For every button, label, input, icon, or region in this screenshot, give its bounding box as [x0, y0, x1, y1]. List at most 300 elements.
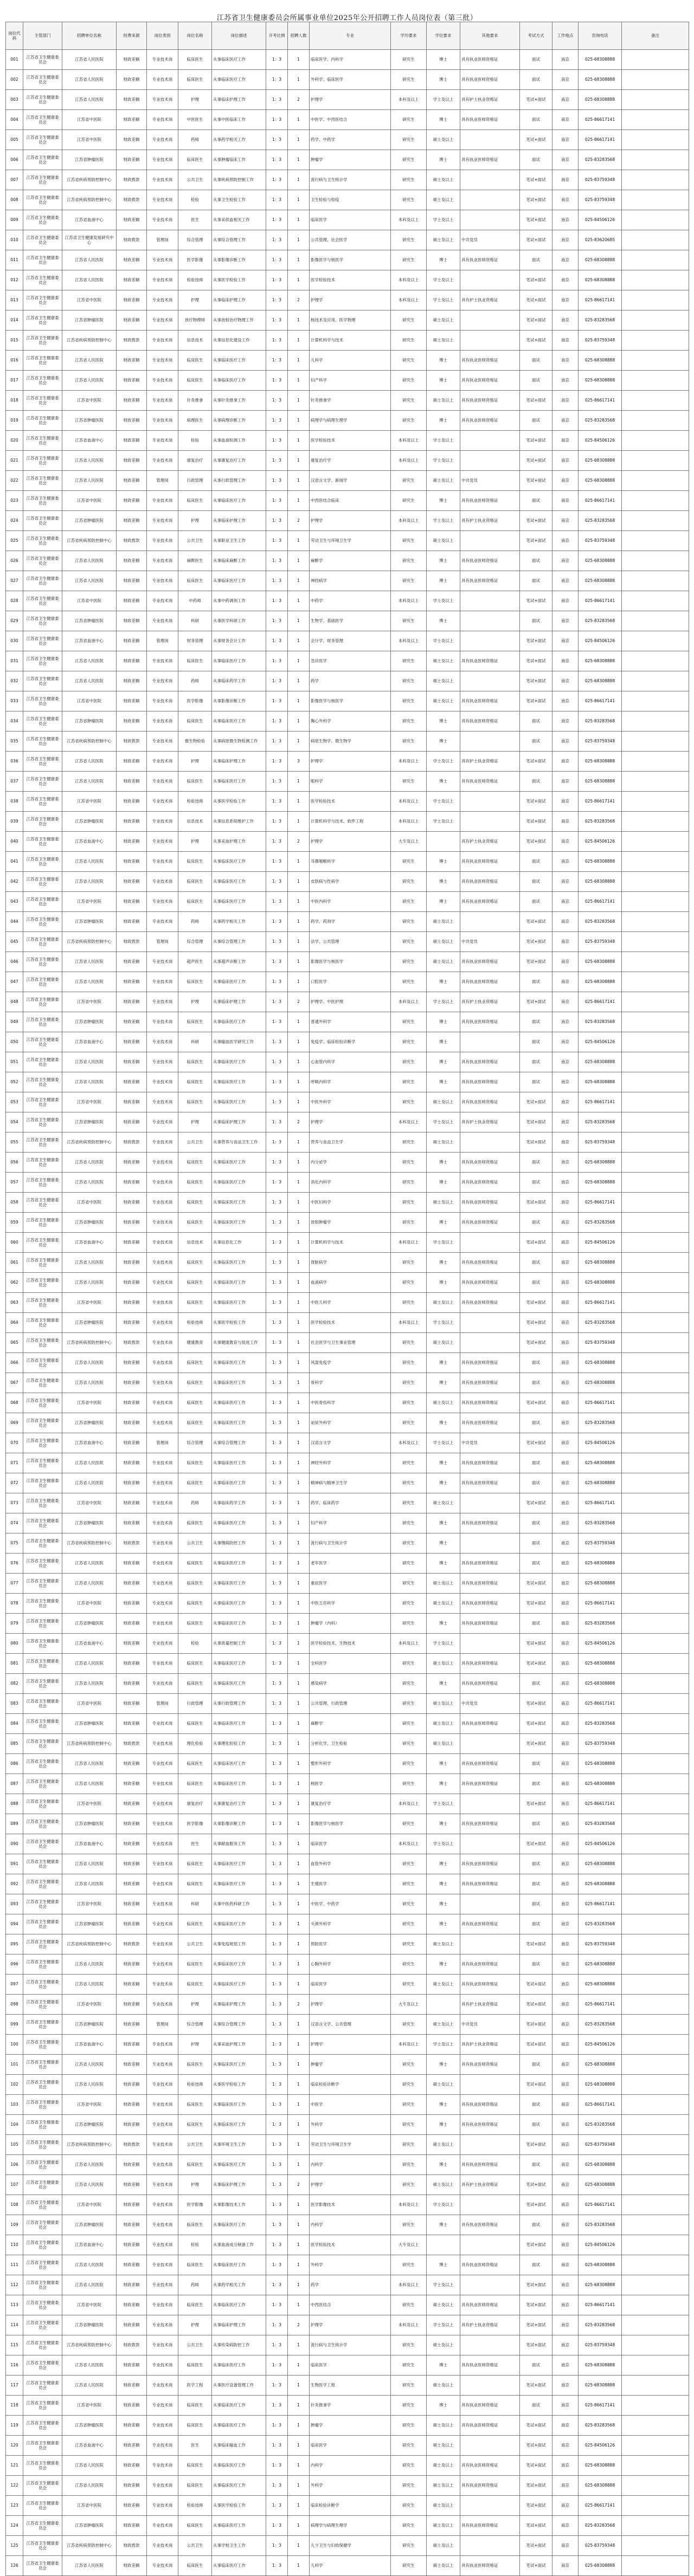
- table-cell: [622, 1132, 689, 1153]
- table-cell: [622, 150, 689, 170]
- table-cell: 江苏省卫生健康委员会: [23, 952, 62, 972]
- table-row: [6, 1814, 689, 1834]
- table-cell: 具有执业医师资格证: [460, 1574, 520, 1594]
- table-row: [6, 2175, 689, 2195]
- table-cell: 从事中医临床工作: [212, 110, 266, 130]
- table-cell: 2: [288, 832, 310, 852]
- table-cell: 财政拨款: [117, 331, 147, 351]
- table-cell: 南京: [552, 2175, 579, 2195]
- table-cell: 江苏省卫生健康委员会: [23, 892, 62, 912]
- table-cell: 医生: [178, 1834, 212, 1854]
- table-cell: 面试: [520, 1353, 552, 1373]
- table-cell: 南京: [552, 1533, 579, 1554]
- table-row: [6, 1373, 689, 1393]
- table-cell: 研究生: [391, 872, 427, 892]
- header-cell: 岗位代码: [6, 22, 23, 50]
- table-cell: 博士: [427, 852, 460, 872]
- table-cell: 1: [288, 1614, 310, 1634]
- table-cell: 1：3: [266, 1654, 288, 1674]
- table-cell: 江苏省卫生健康委员会: [23, 1694, 62, 1714]
- table-cell: 南京: [552, 2235, 579, 2255]
- table-cell: 面试: [520, 1674, 552, 1694]
- table-cell: [622, 1253, 689, 1273]
- table-cell: 神经病学: [310, 571, 391, 591]
- table-cell: 江苏省卫生健康委员会: [23, 1373, 62, 1393]
- table-cell: 南京: [552, 2335, 579, 2355]
- table-cell: 财政拨款: [117, 1734, 147, 1754]
- table-cell: 具有执业医师资格证: [460, 250, 520, 270]
- table-cell: 博士: [427, 50, 460, 70]
- table-cell: 本科及以上: [391, 1834, 427, 1854]
- table-cell: 中医妇科学: [310, 1193, 391, 1213]
- table-cell: 财政差额: [117, 2095, 147, 2115]
- table-cell: 公共卫生: [178, 2135, 212, 2155]
- table-cell: 从事血液成分制备工作: [212, 2235, 266, 2255]
- table-cell: 1：3: [266, 531, 288, 551]
- table-cell: 025-68308888: [579, 872, 622, 892]
- table-cell: 江苏省卫生健康委员会: [23, 90, 62, 110]
- table-cell: 江苏省卫生健康委员会: [23, 1213, 62, 1233]
- table-cell: 025-83283568: [579, 912, 622, 932]
- table-cell: 笔试+面试: [520, 1493, 552, 1513]
- table-cell: 1：3: [266, 892, 288, 912]
- table-cell: [460, 812, 520, 832]
- table-cell: 从事临床医疗工作: [212, 1193, 266, 1213]
- table-cell: 江苏省人民医院: [62, 2355, 117, 2376]
- table-cell: 南京: [552, 691, 579, 711]
- table-row: [6, 812, 689, 832]
- table-cell: 具有护士执业资格证: [460, 90, 520, 110]
- table-cell: 临床医学: [310, 1834, 391, 1854]
- table-cell: 020: [6, 431, 23, 451]
- header-cell: 咨询电话: [579, 22, 622, 50]
- table-row: [6, 110, 689, 130]
- table-cell: 专业技术岗: [147, 1914, 178, 1934]
- table-cell: 医学工程: [178, 2376, 212, 2396]
- table-cell: [622, 1874, 689, 1894]
- table-cell: 江苏省中医院: [62, 2295, 117, 2315]
- table-cell: 南京: [552, 310, 579, 331]
- table-cell: 1: [288, 1634, 310, 1654]
- table-row: [6, 531, 689, 551]
- table-cell: 江苏省疾病预防控制中心: [62, 1734, 117, 1754]
- table-cell: 南京: [552, 2376, 579, 2396]
- table-cell: 036: [6, 752, 23, 772]
- table-cell: 南京: [552, 90, 579, 110]
- table-cell: 江苏省肿瘤医院: [62, 1413, 117, 1433]
- table-cell: 财政差额: [117, 1313, 147, 1333]
- table-cell: 1：3: [266, 2536, 288, 2556]
- table-cell: 财政差额: [117, 952, 147, 972]
- table-cell: 2: [288, 290, 310, 310]
- table-cell: 江苏省卫生健康委员会: [23, 2035, 62, 2055]
- table-cell: 财政差额: [117, 411, 147, 431]
- table-cell: 江苏省人民医院: [62, 1153, 117, 1173]
- table-cell: 江苏省血液中心: [62, 2436, 117, 2456]
- table-cell: 南京: [552, 1834, 579, 1854]
- table-cell: 面试: [520, 491, 552, 511]
- table-cell: 南京: [552, 411, 579, 431]
- table-cell: 025-68308888: [579, 451, 622, 471]
- table-cell: 面试: [520, 1213, 552, 1233]
- table-cell: 江苏省肿瘤医院: [62, 411, 117, 431]
- table-cell: [460, 1533, 520, 1554]
- table-cell: 消化内科学: [310, 1173, 391, 1193]
- table-cell: 财政差额: [117, 1814, 147, 1834]
- table-cell: 博士: [427, 1854, 460, 1874]
- table-cell: 笔试+面试: [520, 2015, 552, 2035]
- table-cell: 025-83283568: [579, 2315, 622, 2335]
- table-cell: 120: [6, 2436, 23, 2456]
- table-cell: 研究生: [391, 2255, 427, 2275]
- table-cell: 儿科学: [310, 351, 391, 371]
- table-cell: 南京: [552, 1012, 579, 1032]
- table-cell: 检验: [178, 190, 212, 210]
- table-cell: 067: [6, 1373, 23, 1393]
- table-cell: 血液病学: [310, 1273, 391, 1293]
- table-cell: 1：3: [266, 371, 288, 391]
- table-cell: 财政差额: [117, 511, 147, 531]
- table-cell: 医学检验技术: [310, 1313, 391, 1333]
- header-cell: 学位要求: [427, 22, 460, 50]
- table-cell: 研究生: [391, 2536, 427, 2556]
- table-cell: 052: [6, 1072, 23, 1092]
- table-cell: 财政拨款: [117, 1934, 147, 1954]
- table-cell: 1：3: [266, 872, 288, 892]
- table-cell: 整形外科学: [310, 1754, 391, 1774]
- table-cell: 从事慢病防控工作: [212, 1533, 266, 1554]
- table-cell: 029: [6, 611, 23, 631]
- table-cell: 江苏省中医院: [62, 2195, 117, 2215]
- table-cell: 从事临床医疗工作: [212, 1353, 266, 1373]
- table-cell: [622, 1854, 689, 1874]
- table-cell: 江苏省卫生健康委员会: [23, 752, 62, 772]
- table-cell: 1: [288, 150, 310, 170]
- table-cell: 江苏省卫生健康委员会: [23, 2115, 62, 2135]
- table-cell: 025-68308888: [579, 2055, 622, 2075]
- table-cell: 从事药学相关工作: [212, 912, 266, 932]
- table-cell: 1：3: [266, 290, 288, 310]
- table-row: [6, 571, 689, 591]
- table-cell: 博士: [427, 1954, 460, 1975]
- table-cell: 从事临床护理工作: [212, 2315, 266, 2335]
- table-cell: 财政差额: [117, 1594, 147, 1614]
- table-cell: 研究生: [391, 1253, 427, 1273]
- table-cell: 江苏省人民医院: [62, 70, 117, 90]
- table-cell: 从事环境卫生工作: [212, 2135, 266, 2155]
- table-cell: 025-83283568: [579, 1714, 622, 1734]
- table-cell: 笔试+面试: [520, 792, 552, 812]
- table-cell: 111: [6, 2255, 23, 2275]
- table-cell: 025-83283568: [579, 611, 622, 631]
- table-cell: 临床医生: [178, 1594, 212, 1614]
- table-cell: 江苏省卫生健康委员会: [23, 531, 62, 551]
- table-cell: 研究生: [391, 1554, 427, 1574]
- table-cell: 流行病与卫生统计学: [310, 1533, 391, 1554]
- table-cell: 江苏省中医院: [62, 591, 117, 611]
- table-cell: 江苏省卫生健康委员会: [23, 2476, 62, 2496]
- table-cell: 临床医生: [178, 972, 212, 992]
- table-cell: 112: [6, 2275, 23, 2295]
- table-cell: 药师: [178, 912, 212, 932]
- table-cell: 财政差额: [117, 2516, 147, 2536]
- table-cell: 007: [6, 170, 23, 190]
- table-cell: 财政差额: [117, 1513, 147, 1533]
- table-cell: [622, 2115, 689, 2135]
- table-cell: 025-68308888: [579, 1674, 622, 1694]
- table-cell: 博士: [427, 1373, 460, 1393]
- table-cell: 面试: [520, 2095, 552, 2115]
- table-cell: 具有护士执业资格证: [460, 2035, 520, 2055]
- table-cell: 025-68308888: [579, 1975, 622, 1995]
- table-cell: 面试: [520, 1774, 552, 1794]
- table-cell: 临床医生: [178, 1674, 212, 1694]
- table-cell: 045: [6, 932, 23, 952]
- table-cell: 1: [288, 1092, 310, 1112]
- table-row: [6, 270, 689, 290]
- table-cell: 1: [288, 912, 310, 932]
- table-cell: 1：3: [266, 1373, 288, 1393]
- table-cell: [622, 1373, 689, 1393]
- table-cell: 面试: [520, 1253, 552, 1273]
- table-cell: [622, 2075, 689, 2095]
- table-cell: 面试: [520, 852, 552, 872]
- table-cell: 南京: [552, 1774, 579, 1794]
- table-cell: 1：3: [266, 1233, 288, 1253]
- table-cell: 从事疾病预防控制工作: [212, 170, 266, 190]
- table-cell: 南京: [552, 1193, 579, 1213]
- table-cell: 从事临床医疗工作: [212, 1914, 266, 1934]
- table-cell: 南京: [552, 50, 579, 70]
- table-cell: 江苏省肿瘤医院: [62, 611, 117, 631]
- table-cell: 专业技术岗: [147, 1313, 178, 1333]
- table-cell: 江苏省人民医院: [62, 50, 117, 70]
- table-cell: [622, 1714, 689, 1734]
- table-cell: 1：3: [266, 992, 288, 1012]
- table-row: [6, 671, 689, 691]
- table-cell: 具有执业医师资格证: [460, 1092, 520, 1112]
- table-row: [6, 1473, 689, 1493]
- table-cell: 从事影像技术工作: [212, 2195, 266, 2215]
- table-cell: 1: [288, 571, 310, 591]
- table-cell: 1：3: [266, 651, 288, 671]
- table-cell: 研究生: [391, 732, 427, 752]
- table-cell: 1: [288, 732, 310, 752]
- table-cell: 025-83283568: [579, 310, 622, 331]
- table-cell: 博士: [427, 611, 460, 631]
- table-cell: 2: [288, 90, 310, 110]
- table-cell: [622, 2315, 689, 2335]
- table-cell: 全科医学: [310, 1654, 391, 1674]
- table-cell: 专业技术岗: [147, 511, 178, 531]
- table-cell: [622, 932, 689, 952]
- table-cell: 1: [288, 792, 310, 812]
- table-cell: 江苏省卫生健康委员会: [23, 2376, 62, 2396]
- table-cell: 江苏省卫生健康委员会: [23, 1453, 62, 1473]
- table-cell: 老年医学: [310, 1554, 391, 1574]
- table-cell: 专业技术岗: [147, 2215, 178, 2235]
- table-cell: [622, 491, 689, 511]
- table-cell: 从事超声诊断工作: [212, 952, 266, 972]
- table-cell: [622, 1634, 689, 1654]
- table-cell: 精神病与精神卫生学: [310, 1473, 391, 1493]
- table-cell: 南京: [552, 1654, 579, 1674]
- table-cell: 临床医生: [178, 2556, 212, 2576]
- table-cell: 康复治疗: [178, 451, 212, 471]
- table-cell: 硕士及以上: [427, 1934, 460, 1954]
- table-cell: 从事临床医疗工作: [212, 1714, 266, 1734]
- table-cell: 2: [288, 511, 310, 531]
- table-cell: 南京: [552, 2055, 579, 2075]
- table-cell: 025-86617141: [579, 1894, 622, 1914]
- table-cell: 从事临床医疗工作: [212, 2516, 266, 2536]
- table-cell: 1：3: [266, 1153, 288, 1173]
- table-cell: 本科及以上: [391, 792, 427, 812]
- table-cell: 1: [288, 1072, 310, 1092]
- table-cell: 财政差额: [117, 70, 147, 90]
- table-cell: 专业技术岗: [147, 351, 178, 371]
- table-cell: 051: [6, 1052, 23, 1072]
- table-cell: 南京: [552, 671, 579, 691]
- table-cell: 1: [288, 2476, 310, 2496]
- table-cell: 082: [6, 1674, 23, 1694]
- table-cell: 025-83759348: [579, 2135, 622, 2155]
- table-cell: 财政差额: [117, 1193, 147, 1213]
- table-cell: 血管外科学: [310, 1854, 391, 1874]
- table-cell: 财政差额: [117, 892, 147, 912]
- table-cell: 江苏省卫生健康委员会: [23, 1353, 62, 1373]
- table-cell: 硕士及以上: [427, 952, 460, 972]
- table-cell: 临床检验诊断学: [310, 2075, 391, 2095]
- table-cell: 临床医生: [178, 2295, 212, 2315]
- table-cell: 临床医生: [178, 371, 212, 391]
- table-cell: 专业技术岗: [147, 772, 178, 792]
- table-row: [6, 2195, 689, 2215]
- table-cell: 公共管理、行政管理: [310, 1694, 391, 1714]
- table-cell: 025-86617141: [579, 691, 622, 711]
- table-cell: 具有执业医师资格证: [460, 1353, 520, 1373]
- table-cell: 1: [288, 391, 310, 411]
- table-cell: 南京: [552, 1714, 579, 1734]
- table-cell: 博士: [427, 1874, 460, 1894]
- table-cell: 笔试+面试: [520, 1574, 552, 1594]
- table-cell: 财政差额: [117, 2255, 147, 2275]
- table-cell: 临床医生: [178, 2355, 212, 2376]
- table-cell: 1: [288, 651, 310, 671]
- table-cell: 1: [288, 631, 310, 651]
- table-cell: 025-83759348: [579, 331, 622, 351]
- table-cell: 博士: [427, 711, 460, 732]
- table-cell: 087: [6, 1774, 23, 1794]
- table-cell: 1：3: [266, 130, 288, 150]
- table-cell: 江苏省中医院: [62, 130, 117, 150]
- table-cell: 本科及以上: [391, 210, 427, 230]
- table-cell: 1：3: [266, 1453, 288, 1473]
- table-cell: 检验技师: [178, 1313, 212, 1333]
- table-cell: 药学、药剂学: [310, 912, 391, 932]
- table-cell: 南京: [552, 1574, 579, 1594]
- table-row: [6, 1934, 689, 1954]
- table-cell: 068: [6, 1393, 23, 1413]
- table-cell: 笔试+面试: [520, 691, 552, 711]
- table-cell: 面试: [520, 1072, 552, 1092]
- table-row: [6, 1153, 689, 1173]
- table-cell: [460, 1634, 520, 1654]
- table-cell: 南京: [552, 591, 579, 611]
- table-cell: 025-68308888: [579, 70, 622, 90]
- table-cell: 从事行政管理工作: [212, 1694, 266, 1714]
- table-cell: 专业技术岗: [147, 431, 178, 451]
- table-cell: 114: [6, 2315, 23, 2335]
- table-cell: 面试: [520, 551, 552, 571]
- table-cell: 049: [6, 1012, 23, 1032]
- table-cell: 博士: [427, 2095, 460, 2115]
- table-cell: 财政拨款: [117, 1132, 147, 1153]
- table-cell: 从事临床护理工作: [212, 2175, 266, 2195]
- table-cell: 财政差额: [117, 1293, 147, 1313]
- table-cell: 从事临床护理工作: [212, 1995, 266, 2015]
- table-cell: 研究生: [391, 651, 427, 671]
- table-cell: 从事临床药学工作: [212, 1493, 266, 1513]
- table-cell: 专业技术岗: [147, 1954, 178, 1975]
- table-cell: 研究生: [391, 331, 427, 351]
- table-cell: 药学、临床药学: [310, 1493, 391, 1513]
- table-cell: 硕士及以上: [427, 1714, 460, 1734]
- table-cell: 1: [288, 1453, 310, 1473]
- table-cell: 财政差额: [117, 451, 147, 471]
- table-cell: 南京: [552, 1674, 579, 1694]
- table-cell: 110: [6, 2235, 23, 2255]
- table-cell: 财政差额: [117, 812, 147, 832]
- table-cell: 财政差额: [117, 1614, 147, 1634]
- table-cell: 江苏省卫生健康委员会: [23, 1714, 62, 1734]
- table-cell: 学士及以上: [427, 1433, 460, 1453]
- table-row: [6, 2396, 689, 2416]
- table-cell: 064: [6, 1313, 23, 1333]
- table-cell: 江苏省肿瘤医院: [62, 511, 117, 531]
- table-cell: 从事质量控制工作: [212, 1634, 266, 1654]
- table-cell: 研究生: [391, 1393, 427, 1413]
- table-cell: 006: [6, 150, 23, 170]
- table-cell: 研究生: [391, 2095, 427, 2115]
- table-cell: 077: [6, 1574, 23, 1594]
- table-row: [6, 1854, 689, 1874]
- table-cell: 从事传染病防控工作: [212, 2335, 266, 2355]
- table-cell: 1: [288, 1273, 310, 1293]
- table-row: [6, 290, 689, 310]
- table-cell: 学士及以上: [427, 591, 460, 611]
- table-cell: 中共党员: [460, 230, 520, 250]
- table-cell: [622, 772, 689, 792]
- table-cell: 博士: [427, 972, 460, 992]
- table-cell: 从事临床护理工作: [212, 992, 266, 1012]
- table-cell: 1：3: [266, 1293, 288, 1313]
- table-cell: 临床医学、内科学: [310, 50, 391, 70]
- table-row: [6, 210, 689, 230]
- table-cell: [622, 591, 689, 611]
- table-cell: 具有执业医师资格证: [460, 952, 520, 972]
- table-cell: 财政差额: [117, 1092, 147, 1112]
- table-cell: 笔试+面试: [520, 270, 552, 290]
- table-cell: 从事康复治疗工作: [212, 451, 266, 471]
- table-cell: 江苏省肿瘤医院: [62, 1313, 117, 1333]
- table-cell: 1：3: [266, 110, 288, 130]
- table-cell: 江苏省卫生健康委员会: [23, 2255, 62, 2275]
- table-cell: 面试: [520, 1614, 552, 1634]
- table-cell: 1: [288, 2015, 310, 2035]
- table-cell: 025-83759348: [579, 732, 622, 752]
- table-cell: 从事临床医疗工作: [212, 711, 266, 732]
